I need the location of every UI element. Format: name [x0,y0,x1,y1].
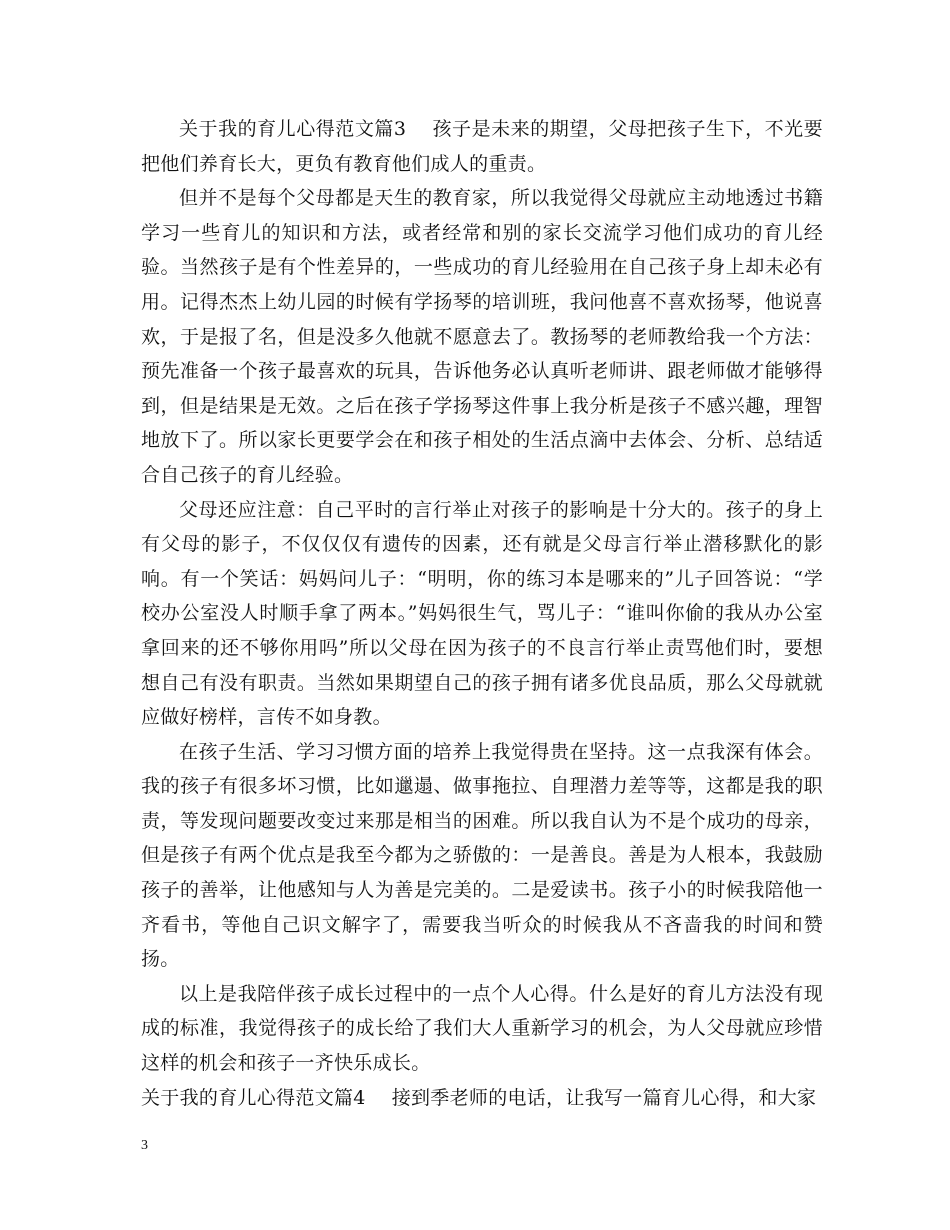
section-3-heading: 关于我的育儿心得范文篇3 [179,118,407,140]
paragraph-parent-example: 父母还应注意：自己平时的言行举止对孩子的影响是十分大的。孩子的身上有父母的影子，不仅仅仅有遗传的因素，还有就是父母言行举止潜移默化的影响。有一个笑话：妈妈问儿子：“明明，你的练习本是哪来的”儿子回答说：“学校办公室没人时顺手拿了两本。”妈妈很生气，骂儿子：“谁叫你偷的我从办公室拿回来的还不够你用吗”所以父母在因为孩子的不良言行举止责骂他们时，要想想自己有没有职责。当然如果期望自己的孩子拥有诸多优良品质，那么父母就就应做好榜样，言传不如身教。 [141,498,823,729]
paragraph-habits: 在孩子生活、学习习惯方面的培养上我觉得贵在坚持。这一点我深有体会。我的孩子有很多坏习惯，比如邋遢、做事拖拉、自理潜力差等等，这都是我的职责，等发现问题要改变过来那是相当的困难。所以我自认为不是个成功的母亲，但是孩子有两个优点是我至今都为之骄傲的：一是善良。善是为人根本，我鼓励孩子的善举，让他感知与人为善是完美的。二是爱读书。孩子小的时候我陪他一齐看书，等他自己识文解字了，需要我当听众的时候我从不吝啬我的时间和赞扬。 [141,740,823,971]
page-number: 3 [141,1138,148,1153]
paragraph-parenting-knowledge: 但并不是每个父母都是天生的教育家，所以我觉得父母就应主动地透过书籍学习一些育儿的知识和方法，或者经常和别的家长交流学习他们成功的育儿经验。当然孩子是有个性差异的，一些成功的育儿经验用在自己孩子身上却未必有用。记得杰杰上幼儿园的时候有学扬琴的培训班，我问他喜不喜欢扬琴，他说喜欢，于是报了名，但是没多久他就不愿意去了。教扬琴的老师教给我一个方法：预先准备一个孩子最喜欢的玩具，告诉他务必认真听老师讲、跟老师做才能够得到，但是结果是无效。之后在孩子学扬琴这件事上我分析是孩子不感兴趣，理智地放下了。所以家长更要学会在和孩子相处的生活点滴中去体会、分析、总结适合自己孩子的育儿经验。 [141,187,823,486]
section-3-lead: 孩子是未来的期望，父母把孩子生下，不光要把他们养育长大，更负有教育他们成人的重责。 [141,118,823,175]
section-4-heading: 关于我的育儿心得范文篇4 [141,1086,366,1109]
section-4-opening [141,1081,823,1116]
paragraph-conclusion: 以上是我陪伴孩子成长过程中的一点个人心得。什么是好的育儿方法没有现成的标准，我觉得孩子的成长给了我们大人重新学习的机会，为人父母就应珍惜这样的机会和孩子一齐快乐成长。 [141,982,823,1075]
section-3-opening [141,112,823,181]
document-body [141,112,823,1115]
section-4-lead: 接到季老师的电话，让我写一篇育儿心得，和大家 [391,1086,817,1109]
